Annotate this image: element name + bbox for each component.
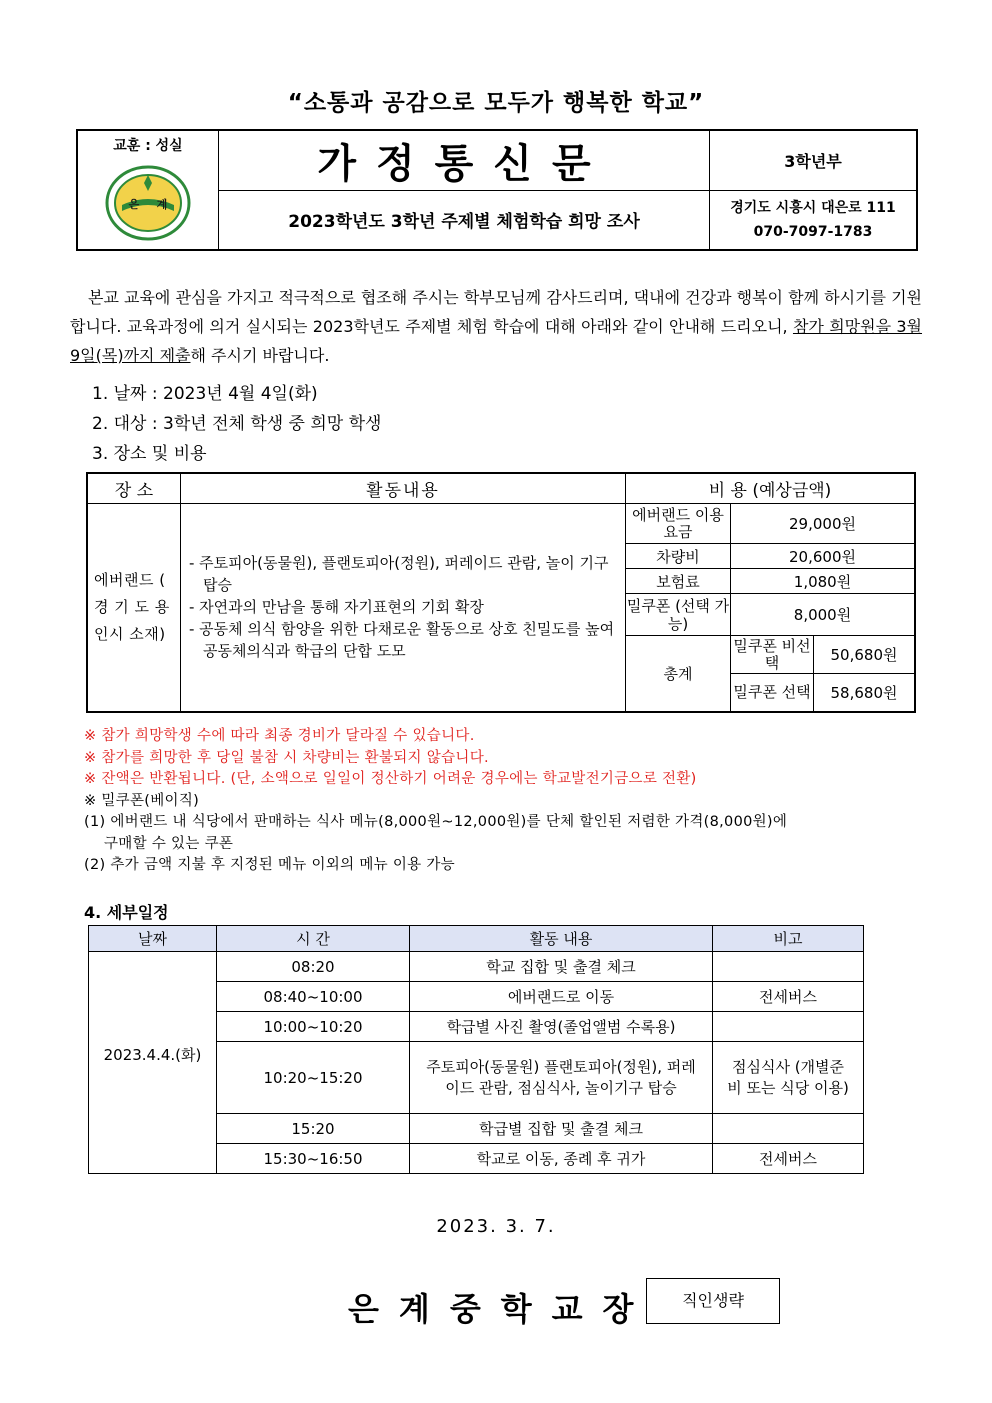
schedule-activity: 학교 집합 및 출결 체크 (410, 952, 713, 982)
total-value-no-meal: 50,680원 (814, 636, 916, 674)
logo-text-right: 계 (156, 198, 168, 211)
activity-2: - 자연과의 만남을 통해 자기표현의 기회 확장 (189, 598, 484, 617)
cost-label-bus: 차량비 (626, 544, 731, 569)
cost-label-admission: 에버랜드 이용요금 (626, 504, 731, 544)
activity-cell (181, 504, 626, 712)
contact-cell (710, 190, 918, 250)
school-slogan: “소통과 공감으로 모두가 행복한 학교” (287, 90, 705, 116)
cost-table (86, 472, 916, 713)
total-value-meal: 58,680원 (814, 674, 916, 712)
note-meal-coupon: ※ 밀쿠폰(베이직) (84, 792, 200, 809)
principal-signature: 은계중학교장 (348, 1290, 654, 1328)
schedule-time: 10:00~10:20 (217, 1012, 410, 1042)
schedule-activity: 에버랜드로 이동 (410, 982, 713, 1012)
schedule-header-time: 시 간 (217, 926, 410, 952)
subtitle-cell (219, 190, 710, 250)
schedule-time: 15:20 (217, 1114, 410, 1144)
intro-text-1: 본교 교육에 관심을 가지고 적극적으로 협조해 주시는 학부모님께 감사드리며, 댁내에 건강과 행복이 함께 하시기를 기원합니다. 교육과정에 의거 실시되는 2023학년도 주제별 체험 학습에 대해 아래와 같이 안내해 드리오니, (70, 288, 922, 336)
school-logo-icon (104, 165, 192, 241)
schedule-note (713, 952, 864, 982)
schedule-note: 전세버스 (713, 1144, 864, 1174)
department-cell (710, 130, 918, 190)
place-cell: 에버랜드 ( 경 기 도 용인시 소재) (87, 504, 181, 712)
school-motto: 교훈 : 성실 (113, 138, 183, 154)
schedule-time: 10:20~15:20 (217, 1042, 410, 1114)
item-place-cost: 3. 장소 및 비용 (92, 444, 207, 464)
schedule-header-activity: 활동 내용 (410, 926, 713, 952)
activity-3: - 공동체 의식 함양을 위한 다채로운 활동으로 상호 친밀도를 높여 공동체의식과 학급의 단합 도모 (189, 620, 615, 661)
total-label-no-meal: 밀쿠폰 비선택 (731, 636, 814, 674)
header-cost-label: 비 용 (708, 481, 747, 501)
schedule-header-date: 날짜 (89, 926, 217, 952)
header-cost-note: (예상금액) (752, 481, 832, 501)
newsletter-subtitle: 2023학년도 3학년 주제별 체험학습 희망 조사 (288, 212, 640, 233)
issue-date: 2023. 3. 7. (436, 1216, 556, 1237)
schedule-time: 15:30~16:50 (217, 1144, 410, 1174)
intro-deadline: 참가 희망원을 3월 9일(목)까지 제출 (70, 317, 923, 365)
note-meal-coupon-1b: 구매할 수 있는 쿠폰 (104, 835, 234, 852)
cost-value-bus: 20,600원 (731, 544, 916, 569)
note-meal-coupon-1: (1) 에버랜드 내 식당에서 판매하는 식사 메뉴(8,000원~12,000원)를 단체 할인된 저렴한 가격(8,000원)에 (84, 814, 788, 830)
schedule-activity: 학급별 사진 촬영(졸업앨범 수록용) (410, 1012, 713, 1042)
schedule-activity: 학급별 집합 및 출결 체크 (410, 1114, 713, 1144)
cost-value-meal: 8,000원 (731, 594, 916, 636)
header-place: 장 소 (87, 473, 181, 504)
activity-1: - 주토피아(동물원), 플랜토피아(정원), 퍼레이드 관람, 놀이 기구 탑승 (189, 554, 609, 595)
schedule-note (713, 1012, 864, 1042)
cost-value-insurance: 1,080원 (731, 569, 916, 594)
intro-text-2: 해 주시기 바랍니다. (190, 346, 330, 365)
schedule-note: 점심식사 (개별준비 또는 식당 이용) (713, 1042, 864, 1114)
header-activity: 활동내용 (181, 473, 626, 504)
schedule-title: 4. 세부일정 (84, 903, 169, 922)
schedule-activity: 주토피아(동물원) 플랜토피아(정원), 퍼레이드 관람, 점심식사, 놀이기구 탑승 (410, 1042, 713, 1114)
cost-label-meal: 밀쿠폰 (선택 가능) (626, 594, 731, 636)
schedule-note (713, 1114, 864, 1144)
department: 3학년부 (784, 151, 842, 171)
title-cell (219, 130, 710, 190)
item-date: 1. 날짜 : 2023년 4월 4일(화) (92, 384, 318, 404)
notes (84, 726, 944, 877)
schedule-note: 전세버스 (713, 982, 864, 1012)
header-cost (626, 473, 916, 504)
school-address: 경기도 시흥시 대은로 111 (730, 199, 896, 216)
schedule-activity: 학교로 이동, 종례 후 귀가 (410, 1144, 713, 1174)
school-phone: 070-7097-1783 (753, 223, 873, 240)
motto-logo-cell (77, 130, 219, 250)
schedule-table (88, 925, 864, 1174)
schedule-time: 08:20 (217, 952, 410, 982)
newsletter-header (76, 129, 918, 251)
seal-omitted-box: 직인생략 (646, 1278, 780, 1324)
total-label-meal: 밀쿠폰 선택 (731, 674, 814, 712)
intro-paragraph (70, 283, 922, 370)
schedule-time: 08:40~10:00 (217, 982, 410, 1012)
note-red-1: ※ 참가 희망학생 수에 따라 최종 경비가 달라질 수 있습니다. (84, 728, 475, 744)
logo-text-left: 은 (128, 198, 140, 211)
cost-label-insurance: 보험료 (626, 569, 731, 594)
note-meal-coupon-2: (2) 추가 금액 지불 후 지정된 메뉴 이외의 메뉴 이용 가능 (84, 857, 455, 873)
schedule-date: 2023.4.4.(화) (89, 952, 217, 1174)
schedule-header-note: 비고 (713, 926, 864, 952)
note-red-2: ※ 참가를 희망한 후 당일 불참 시 차량비는 환불되지 않습니다. (84, 749, 489, 766)
item-target: 2. 대상 : 3학년 전체 학생 중 희망 학생 (92, 414, 382, 434)
newsletter-title: 가정통신문 (317, 140, 611, 187)
total-label: 총계 (626, 636, 731, 712)
note-red-3: ※ 잔액은 반환됩니다. (단, 소액으로 일일이 정산하기 어려운 경우에는 학교발전기금으로 전환) (84, 771, 697, 787)
cost-value-admission: 29,000원 (731, 504, 916, 544)
